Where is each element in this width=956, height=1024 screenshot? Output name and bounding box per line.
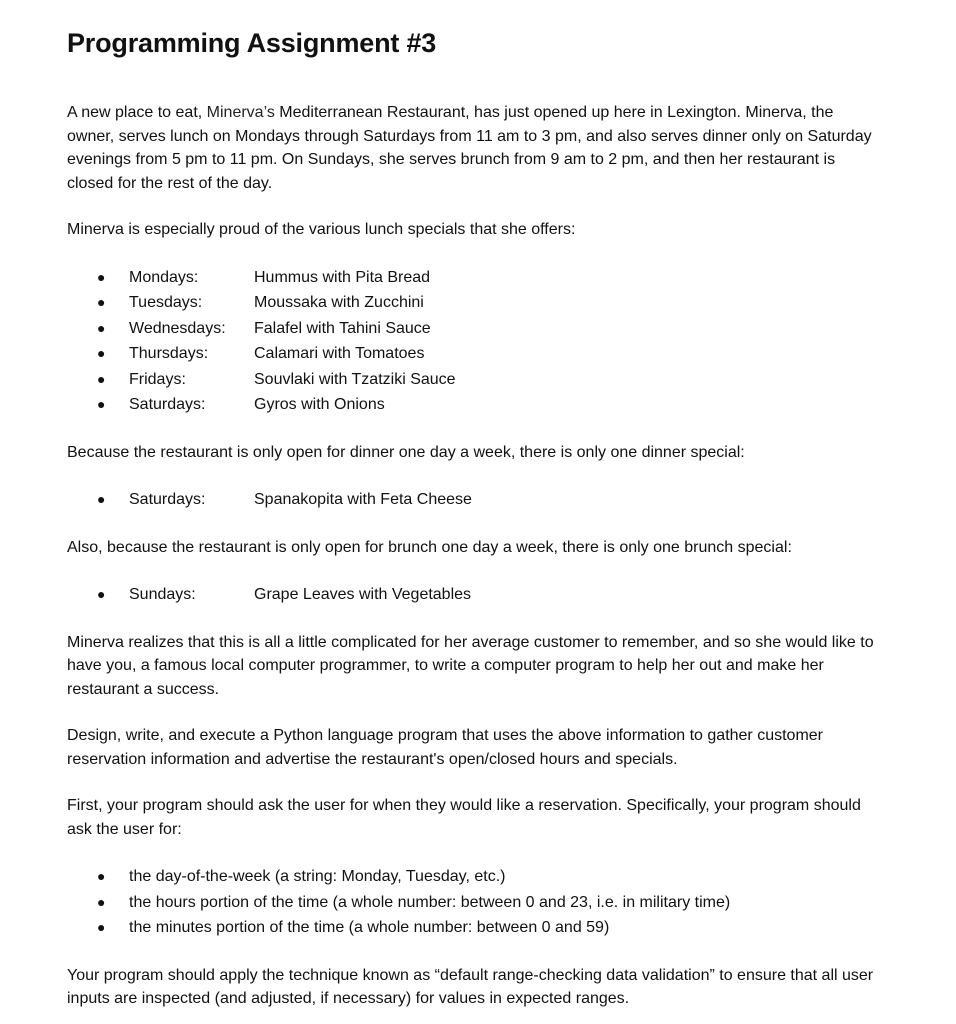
special-dish: Spanakopita with Feta Cheese	[254, 491, 472, 508]
motivation-paragraph: Minerva realizes that this is all a little complicated for her average customer to remember, and so she would like to have you, a famous local computer programmer, to write a computer program to help her out and make her restaurant a success.	[67, 633, 874, 698]
intro-text-start: A new place to eat,	[67, 104, 207, 121]
list-item	[67, 890, 896, 916]
list-item	[67, 265, 896, 291]
list-item	[67, 367, 896, 393]
list-item	[67, 392, 896, 418]
special-dish: Calamari with Tomatoes	[254, 345, 425, 362]
user-inputs-list	[67, 864, 896, 941]
lunch-intro-paragraph: Minerva is especially proud of the various lunch specials that she offers:	[67, 221, 576, 238]
list-item	[67, 341, 896, 367]
design-paragraph: Design, write, and execute a Python language program that uses the above information to gather customer reservation information and advertise the restaurant's open/closed hours and specials.	[67, 727, 823, 768]
bullet-icon: ●	[97, 396, 106, 412]
special-dish: Gyros with Onions	[254, 396, 385, 413]
special-day: Sundays:	[129, 586, 196, 603]
special-dish: Moussaka with Zucchini	[254, 294, 424, 311]
list-item	[67, 487, 896, 513]
bullet-icon: ●	[97, 268, 106, 285]
list-item	[67, 582, 896, 608]
list-item	[67, 316, 896, 342]
bullet-icon: ●	[97, 868, 106, 884]
lunch-specials-list	[67, 265, 896, 418]
dinner-special-list	[67, 487, 896, 513]
bullet-icon: ●	[97, 586, 106, 602]
special-day: Mondays:	[129, 268, 199, 286]
special-day: Thursdays:	[129, 345, 209, 362]
page-title: Programming Assignment #3	[67, 28, 437, 58]
brunch-special-list	[67, 582, 896, 608]
bullet-icon: ●	[97, 491, 106, 507]
special-day: Saturdays:	[129, 396, 206, 413]
input-description: the day-of-the-week (a string: Monday, Tuesday, etc.)	[129, 868, 506, 885]
bullet-icon: ●	[97, 294, 106, 310]
bullet-icon: ●	[97, 919, 106, 935]
input-description: the hours portion of the time (a whole number: between 0 and 23, i.e. in military time)	[129, 893, 731, 911]
list-item	[67, 290, 896, 316]
bullet-icon: ●	[97, 345, 106, 361]
special-dish: Souvlaki with Tzatziki Sauce	[254, 370, 456, 388]
special-dish: Grape Leaves with Vegetables	[254, 586, 472, 603]
dinner-intro-paragraph: Because the restaurant is only open for dinner one day a week, there is only one dinner special:	[67, 443, 745, 461]
intro-paragraph	[67, 101, 882, 195]
special-day: Tuesdays:	[129, 294, 203, 311]
special-dish: Hummus with Pita Bread	[254, 268, 431, 286]
special-dish: Falafel with Tahini Sauce	[254, 319, 431, 337]
input-description: the minutes portion of the time (a whole number: between 0 and 59)	[129, 919, 610, 936]
bullet-icon: ●	[97, 319, 106, 336]
brunch-intro-paragraph: Also, because the restaurant is only open for brunch one day a week, there is only one brunch special:	[67, 538, 792, 556]
intro-text-rest: Mediterranean Restaurant, has just opened up here in Lexington. Minerva, the owner, serves lunch on Mondays through Saturdays from 11 am to 3 pm, and also serves dinner only on Saturday evenings from 5 pm to 11 pm. On Sundays, she serves brunch from 9 am to 2 pm, and then her restaurant is closed for the rest of the day.	[67, 104, 872, 192]
special-day: Saturdays:	[129, 491, 206, 508]
validation-paragraph: Your program should apply the technique known as “default range-checking data validation” to ensure that all user inputs are inspected (and adjusted, if necessary) for values in expected ranges.	[67, 966, 874, 1007]
list-item	[67, 915, 896, 941]
bullet-icon: ●	[97, 370, 106, 387]
restaurant-name: Minerva’s	[206, 104, 275, 121]
first-step-paragraph: First, your program should ask the user for when they would like a reservation. Specifically, your program should ask the user for:	[67, 797, 861, 838]
bullet-icon: ●	[97, 893, 106, 910]
special-day: Fridays:	[129, 370, 186, 388]
special-day: Wednesdays:	[129, 319, 226, 337]
list-item	[67, 864, 896, 890]
